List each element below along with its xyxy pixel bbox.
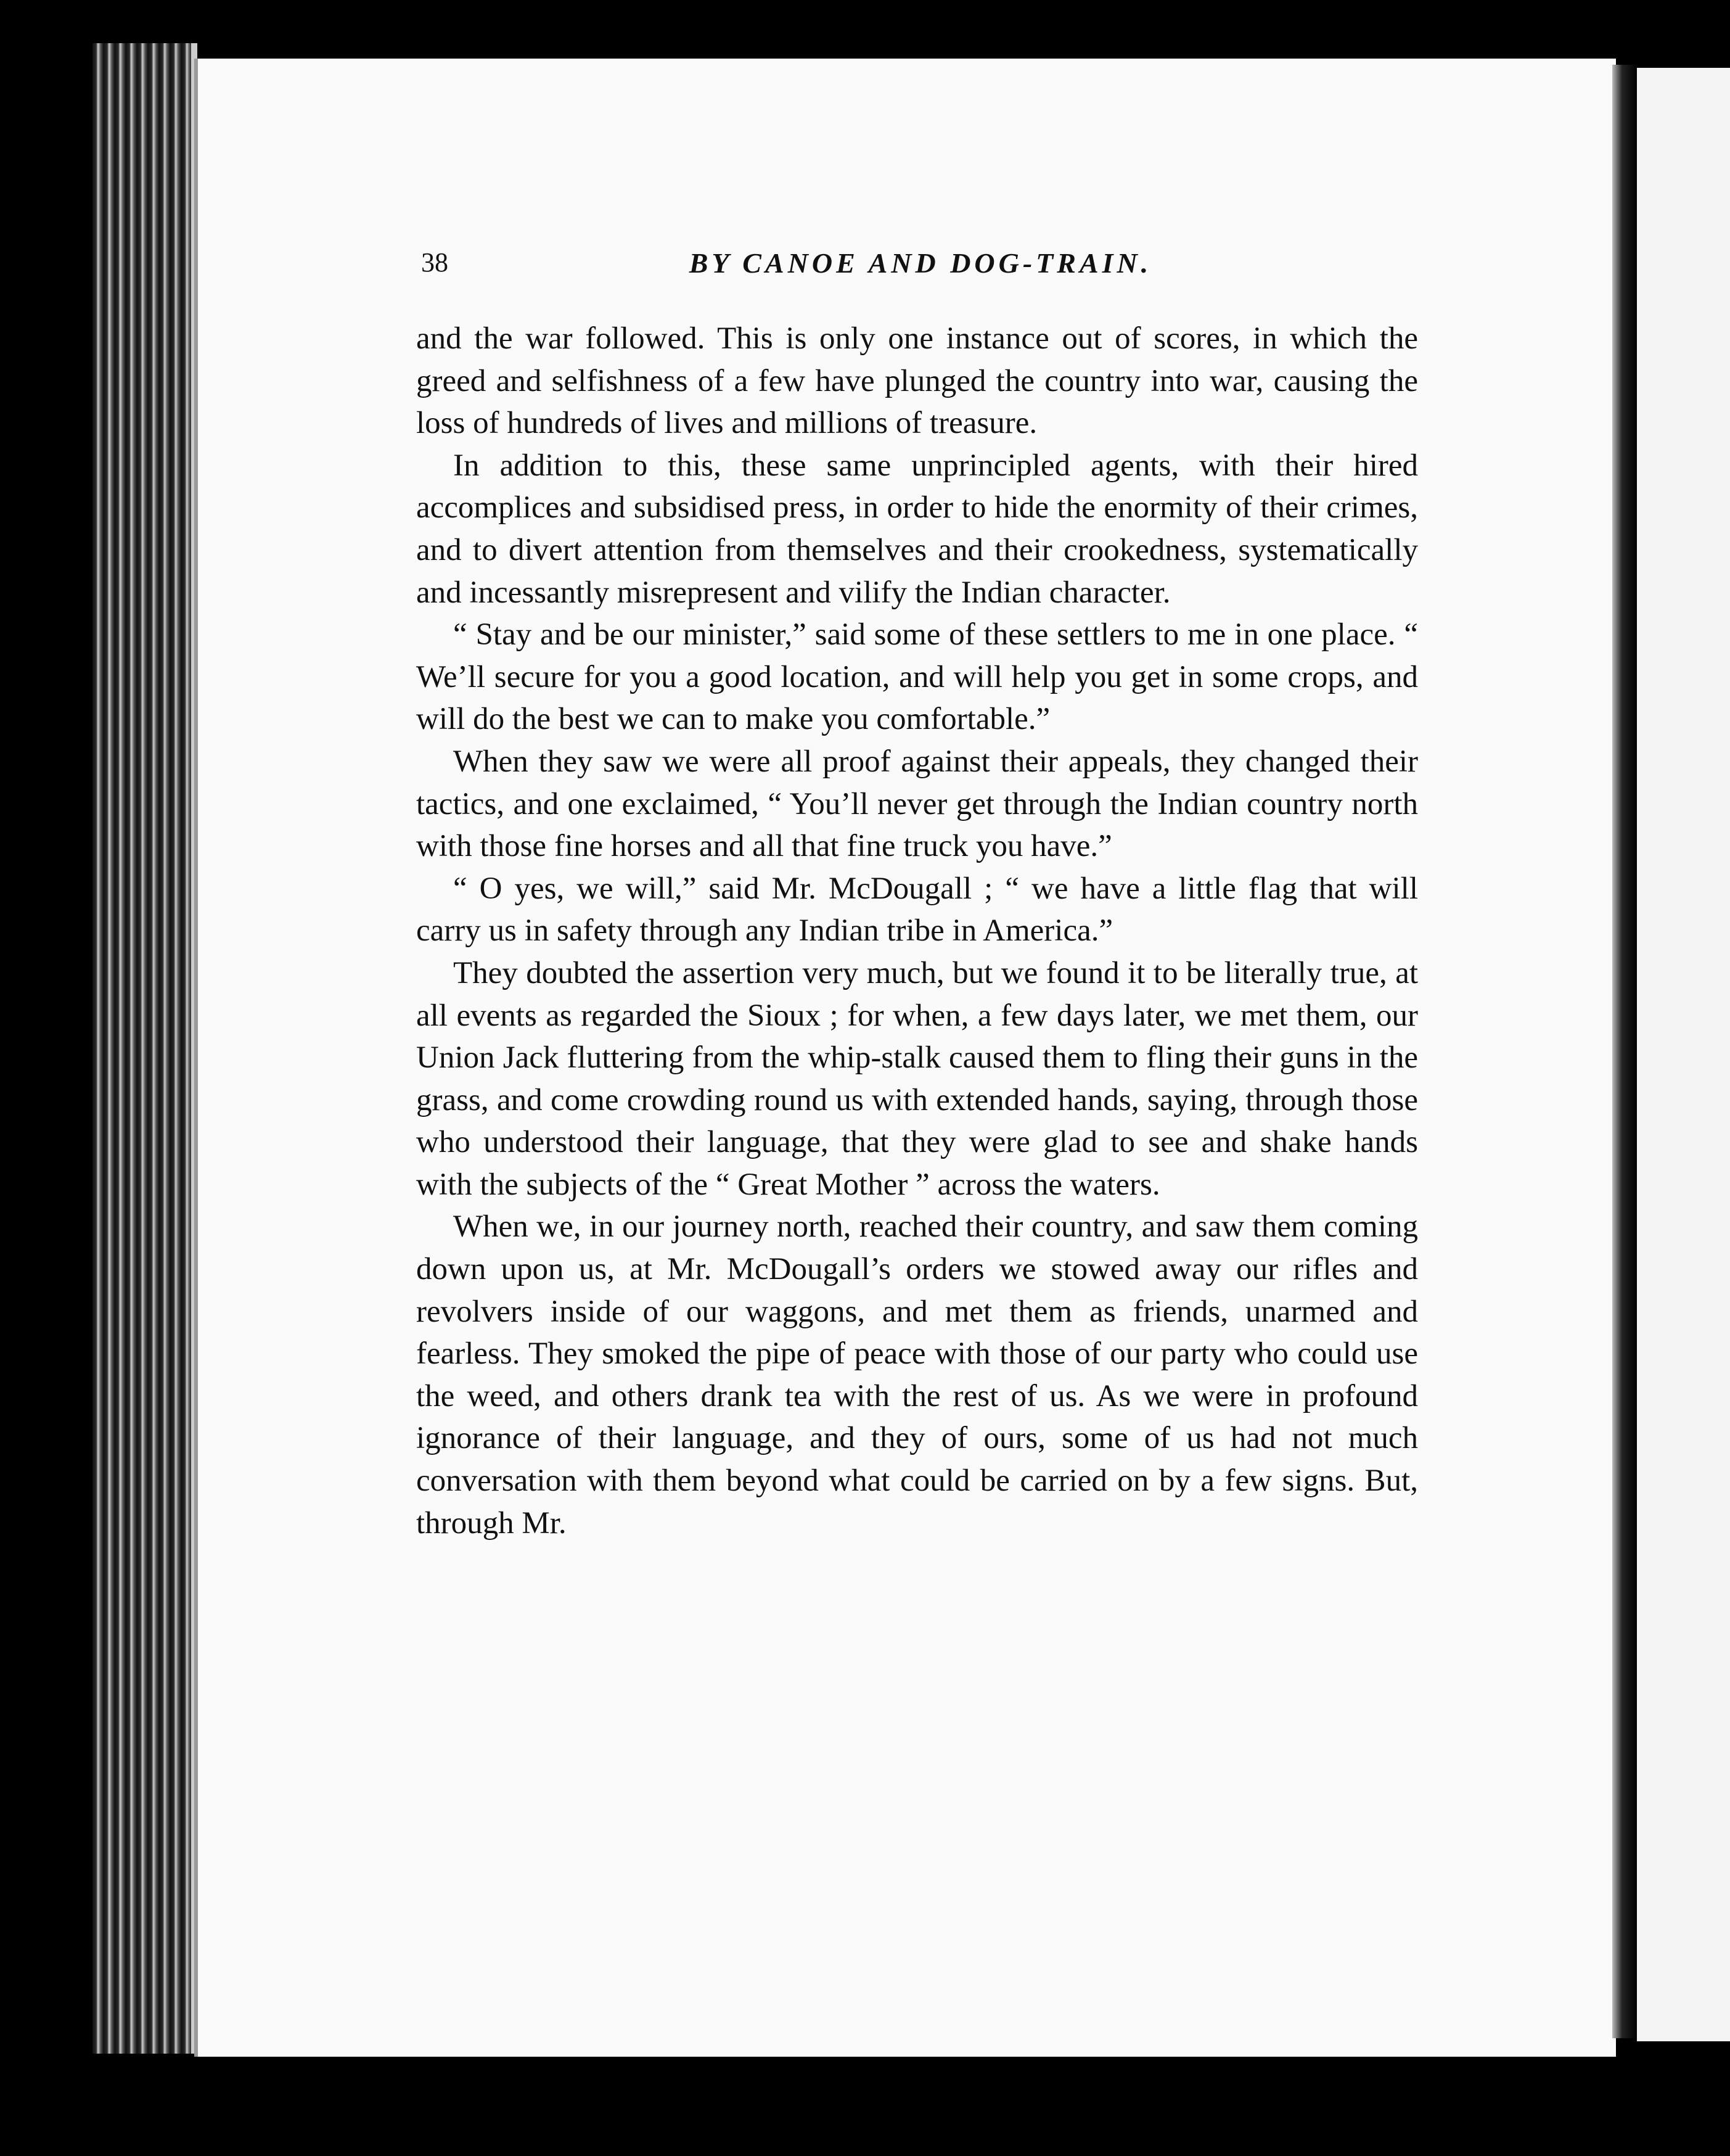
page-number: 38 bbox=[421, 247, 448, 278]
paragraph: When we, in our journey north, reached their country, and saw them coming down upon us, at Mr. McDougall’s orders we stowed away our rifles and revolvers inside of our waggons, and met them as friends, unarmed and fearless. They smoked the pipe of peace with those of our party who could use the weed, and others drank tea with the rest of us. As we were in profound ignorance of their language, and they of ours, some of us had not much conversation with them beyond what could be carried on by a few signs. But, through Mr. bbox=[416, 1209, 1418, 1541]
book-page-edges bbox=[92, 43, 197, 2054]
book-gutter bbox=[1612, 65, 1637, 2038]
body-text bbox=[416, 318, 1418, 1544]
running-title: BY CANOE AND DOG-TRAIN. bbox=[689, 247, 1152, 279]
page-header bbox=[421, 247, 1420, 296]
paragraph: In addition to this, these same unprincipled agents, with their hired accomplices and subsidised press, in order to hide the enormity of their crimes, and to divert attention from themselves and their crookedness, systematically and incessantly misrepresent and vilify the Indian character. bbox=[416, 448, 1418, 610]
paragraph: When they saw we were all proof against their appeals, they changed their tactics, and one exclaimed, “ You’ll never get through the Indian country north with those fine horses and all that fine truck you have.” bbox=[416, 744, 1418, 864]
paragraph: “ Stay and be our minister,” said some of these settlers to me in one place. “ We’ll secure for you a good location, and will help you get in some crops, and will do the best we can to make you comfortable.” bbox=[416, 617, 1418, 737]
paragraph: “ O yes, we will,” said Mr. McDougall ; “ we have a little flag that will carry us in safety through any Indian tribe in America.” bbox=[416, 871, 1418, 948]
facing-page-edge bbox=[1637, 68, 1730, 2041]
paragraph: They doubted the assertion very much, but we found it to be literally true, at all events as regarded the Sioux ; for when, a few days later, we met them, our Union Jack fluttering from the whip-stalk caused them to fling their guns in the grass, and come crowding round us with extended hands, saying, through those who understood their language, that they were glad to see and shake hands with the subjects of the “ Great Mother ” across the waters. bbox=[416, 955, 1418, 1202]
paragraph: and the war followed. This is only one instance out of scores, in which the greed and selfishness of a few have plunged the country into war, causing the loss of hundreds of lives and millions of treasure. bbox=[416, 321, 1418, 441]
